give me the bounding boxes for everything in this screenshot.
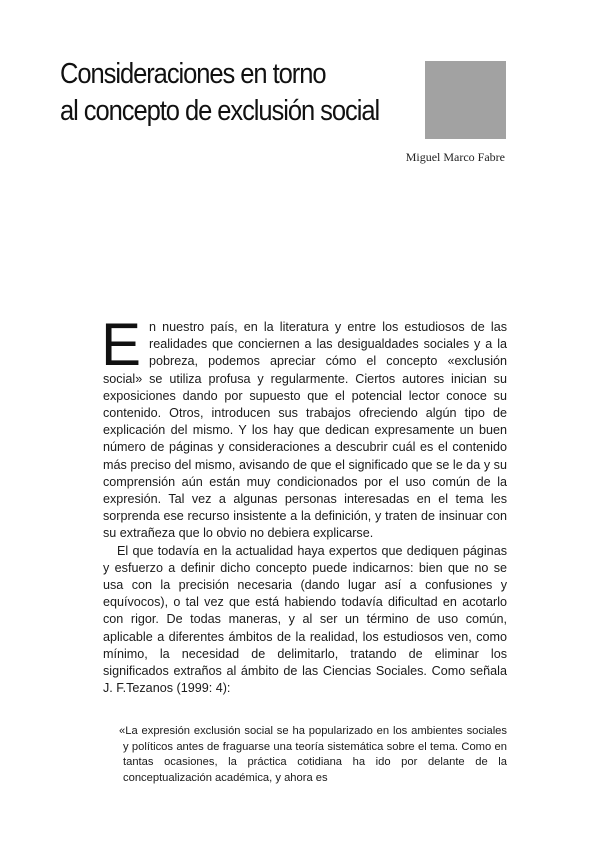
- paragraph-1-text: n nuestro país, en la literatura y entre los estudiosos de las realidades que conciernen a las desigualdades sociales y a la pobreza, podemos apreciar cómo el concepto «exclusión social» se utiliza profusa y regularmente. Ciertos autores inician su exposiciones dando por supuesto que el potencial lector conoce su contenido. Otros, introducen sus trabajos ofreciendo algún tipo de explicación del mismo. Y los hay que dedican expresamente un buen número de páginas y consideraciones a descubrir cuál es el contenido más preciso del mismo, avisando de que el significado que se le da y su comprensión aún están muy condicionados por el uso común de la expresión. Tal vez a algunas personas interesadas en el tema les sorprenda ese recurso insistente a la definición, y traten de insinuar con su extrañeza que lo obvio no debiera explicarse.: [103, 320, 507, 541]
- decorative-gray-block: [425, 61, 506, 139]
- paragraph-1: [101, 311, 507, 543]
- quote-text: «La expresión exclusión social se ha popularizado en los ambientes sociales y políticos antes de fraguarse una teoría sistemática sobre el tema. Como en tantas ocasiones, la práctica cotidiana ha ido por delante de la conceptualización académica, y ahora es: [119, 725, 507, 784]
- block-quote: [119, 724, 507, 786]
- title-line-2: al concepto de exclusión social: [60, 95, 380, 127]
- article-title: [60, 56, 430, 130]
- article-body: [101, 311, 507, 697]
- title-line-1: Consideraciones en torno: [60, 58, 326, 90]
- drop-cap: E: [101, 311, 142, 378]
- paragraph-2: El que todavía en la actualidad haya expertos que dediquen páginas y esfuerzo a definir dicho concepto puede indicarnos: bien que no se usa con la precisión necesaria (dando lugar así a confusiones y equívocos), o tal vez que está habiendo todavía dificultad en acotarlo con rigor. De todas maneras, y al ser un término de uso común, aplicable a diferentes ámbitos de la realidad, los estudiosos ven, como mínimo, la necesidad de delimitarlo, tratando de eliminar los significados extraños al ámbito de las Ciencias Sociales. Como señala J. F.Tezanos (1999: 4):: [103, 543, 507, 696]
- author-name: Miguel Marco Fabre: [405, 150, 505, 164]
